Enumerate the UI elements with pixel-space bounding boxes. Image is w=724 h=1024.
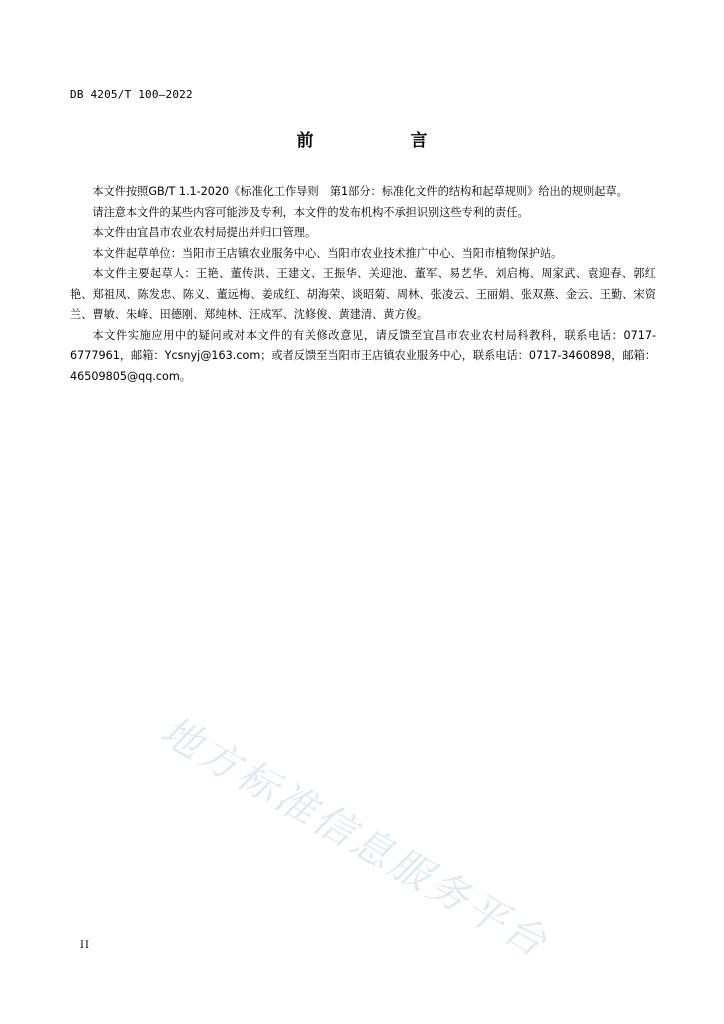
paragraph-proposer: 本文件由宜昌市农业农村局提出并归口管理。	[92, 226, 317, 239]
paragraph-drafting-rules: 本文件按照GB/T 1.1-2020《标准化工作导则 第1部分：标准化文件的结构和起草规则》给出的规则起草。	[92, 185, 628, 198]
page-title: 前 言	[296, 131, 468, 151]
page-number: II	[80, 940, 90, 951]
paragraph-feedback-contact: 本文件实施应用中的疑问或对本文件的有关修改意见，请反馈至宜昌市农业农村局科教科，联系电话：0717-6777961，邮箱：Ycsnyj@163.com；或者反馈至当阳市王店镇农业服务中心，联系电话：0717-3460898，邮箱：46509805@qq.com。	[70, 328, 656, 383]
document-body	[70, 182, 656, 387]
standard-code: DB 4205/T 100—2022	[70, 88, 193, 101]
paragraph-drafters: 本文件主要起草人：王艳、董传洪、王建文、王振华、关迎池、董军、易艺华、刘启梅、周家武、袁迎春、郭红艳、郑祖凤、陈发忠、陈义、董远梅、姜成红、胡海荣、谈昭菊、周林、张凌云、王丽娟、张双燕、金云、王勤、宋资兰、曹敏、朱峰、田德刚、郑纯林、汪成军、沈修俊、黄建清、黄方俊。	[70, 267, 656, 321]
watermark: 地方标准信息服务平台	[152, 707, 557, 968]
paragraph-patent-notice: 请注意本文件的某些内容可能涉及专利，本文件的发布机构不承担识别这些专利的责任。	[92, 205, 529, 219]
paragraph-drafting-units: 本文件起草单位：当阳市王店镇农业服务中心、当阳市农业技术推广中心、当阳市植物保护站。	[92, 246, 563, 260]
